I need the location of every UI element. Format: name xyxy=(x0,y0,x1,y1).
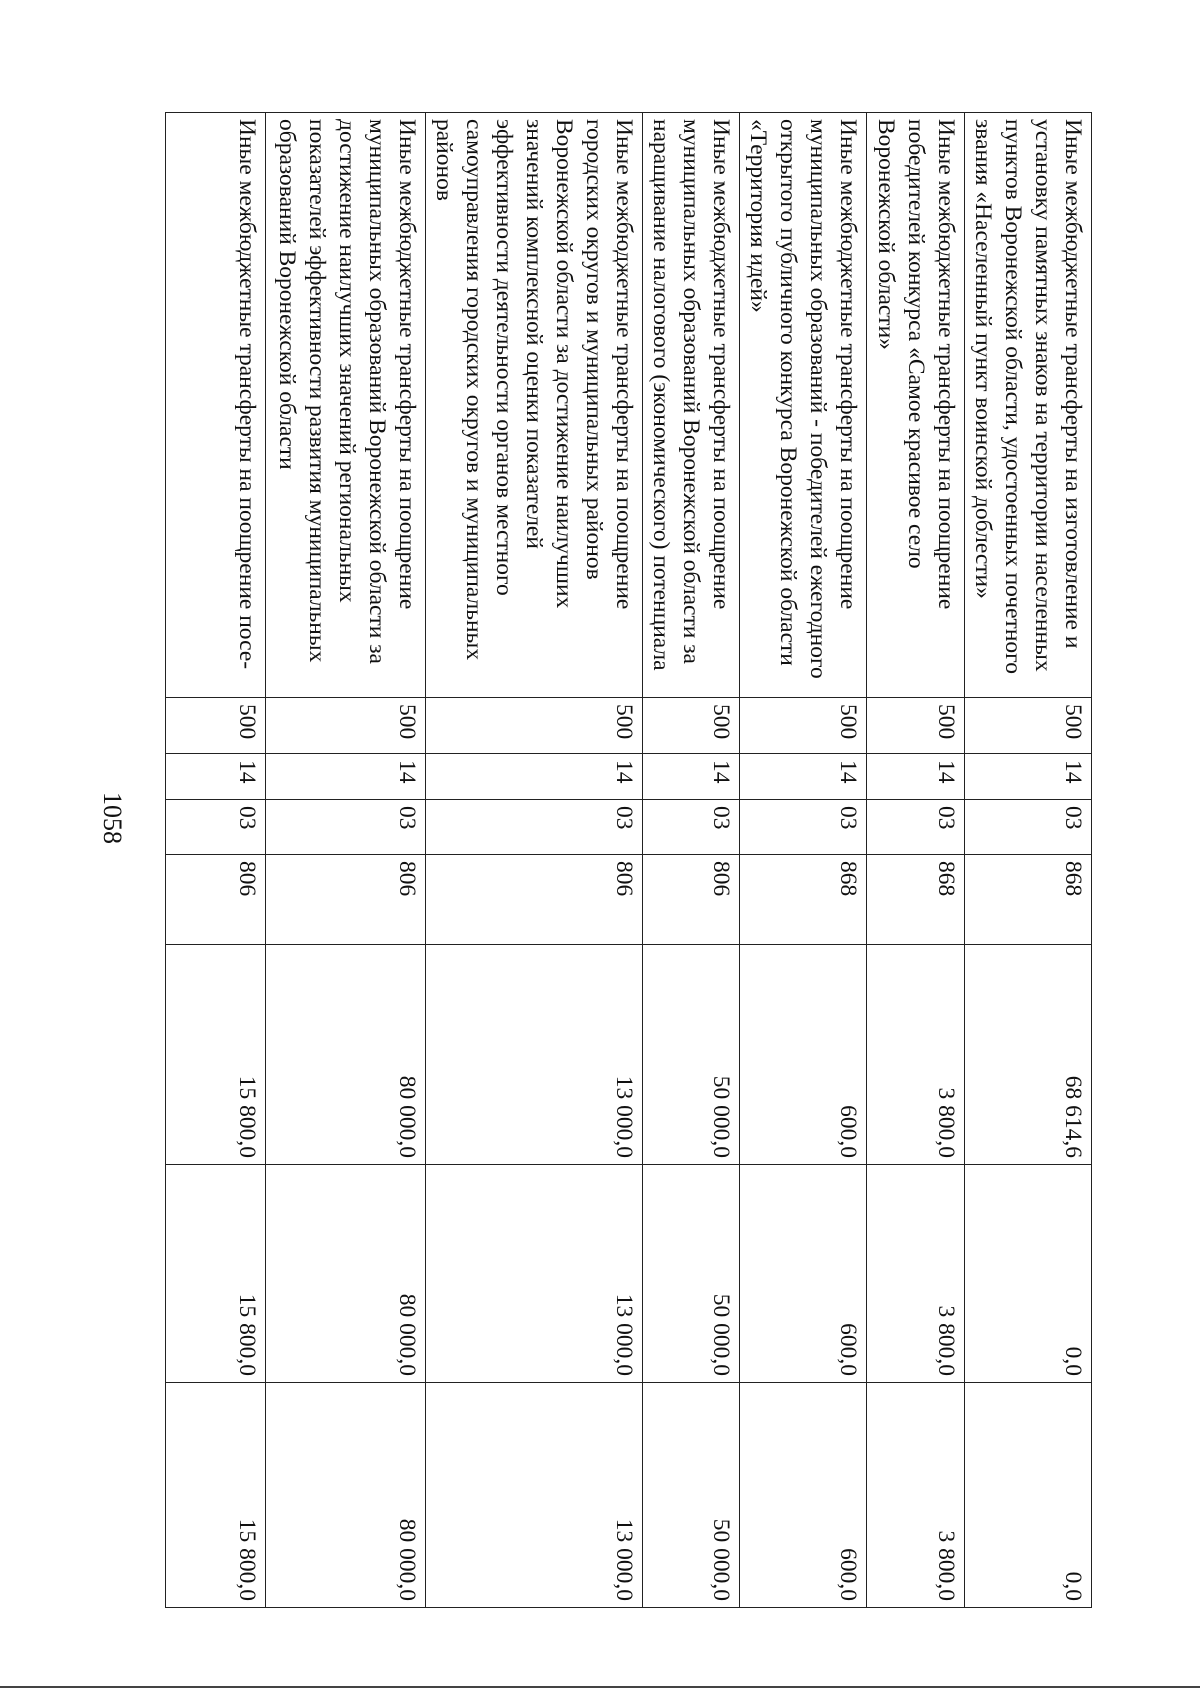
scan-bottom-edge xyxy=(0,1686,1200,1688)
expense-type-code: 806 xyxy=(166,855,266,945)
grbs-code: 500 xyxy=(965,698,1092,754)
section-code: 14 xyxy=(965,754,1092,800)
grbs-code: 500 xyxy=(740,698,867,754)
subsection-code: 03 xyxy=(266,800,426,855)
row-description: Иные межбюджетные трансферты на поощрение муниципальных образований - победителей ежегодного открытого публичного конкурса Воронежской области «Территория идей» xyxy=(740,113,867,698)
grbs-code: 500 xyxy=(643,698,740,754)
amount-year-3: 80 000,0 xyxy=(266,1383,426,1608)
grbs-code: 500 xyxy=(266,698,426,754)
row-description: Иные межбюджетные трансферты на поощрение городских округов и муниципальных районов Воронежской области за достижение наилучших значений комплексной оценки показателей эффективности деятельности органов местного самоуправления городских округов и муниципальных районов xyxy=(426,113,643,698)
row-description: Иные межбюджетные трансферты на поощрение победителей конкурса «Самое красивое село Воронежской области» xyxy=(867,113,965,698)
subsection-code: 03 xyxy=(965,800,1092,855)
section-code: 14 xyxy=(740,754,867,800)
amount-year-2: 0,0 xyxy=(965,1165,1092,1383)
expense-type-code: 868 xyxy=(965,855,1092,945)
amount-year-1: 3 800,0 xyxy=(867,945,965,1165)
section-code: 14 xyxy=(426,754,643,800)
expense-type-code: 806 xyxy=(643,855,740,945)
expense-type-code: 868 xyxy=(867,855,965,945)
amount-year-1: 600,0 xyxy=(740,945,867,1165)
table-row xyxy=(740,113,867,1608)
row-description: Иные межбюджетные трансферты на поощрение муниципальных образований Воронежской области за наращивание налогового (экономического) потенциала xyxy=(643,113,740,698)
subsection-code: 03 xyxy=(643,800,740,855)
table-row xyxy=(643,113,740,1608)
amount-year-1: 50 000,0 xyxy=(643,945,740,1165)
row-description: Иные межбюджетные трансферты на изготовление и установку памятных знаков на территории населенных пунктов Воронежской области, удостоенных почетного звания «Населенный пункт воинской доблести» xyxy=(965,113,1092,698)
amount-year-2: 3 800,0 xyxy=(867,1165,965,1383)
amount-year-2: 13 000,0 xyxy=(426,1165,643,1383)
table-row xyxy=(166,113,266,1608)
amount-year-3: 15 800,0 xyxy=(166,1383,266,1608)
amount-year-1: 15 800,0 xyxy=(166,945,266,1165)
table-row xyxy=(426,113,643,1608)
section-code: 14 xyxy=(266,754,426,800)
section-code: 14 xyxy=(166,754,266,800)
amount-year-3: 50 000,0 xyxy=(643,1383,740,1608)
expense-type-code: 868 xyxy=(740,855,867,945)
subsection-code: 03 xyxy=(166,800,266,855)
row-description: Иные межбюджетные трансферты на поощрение посе- xyxy=(166,113,266,698)
page-number-text: 1058 xyxy=(98,792,127,844)
amount-year-1: 13 000,0 xyxy=(426,945,643,1165)
amount-year-3: 13 000,0 xyxy=(426,1383,643,1608)
section-code: 14 xyxy=(643,754,740,800)
table-row xyxy=(867,113,965,1608)
subsection-code: 03 xyxy=(867,800,965,855)
section-code: 14 xyxy=(867,754,965,800)
amount-year-2: 80 000,0 xyxy=(266,1165,426,1383)
amount-year-3: 600,0 xyxy=(740,1383,867,1608)
amount-year-1: 80 000,0 xyxy=(266,945,426,1165)
subsection-code: 03 xyxy=(426,800,643,855)
amount-year-3: 3 800,0 xyxy=(867,1383,965,1608)
amount-year-2: 600,0 xyxy=(740,1165,867,1383)
expense-type-code: 806 xyxy=(266,855,426,945)
amount-year-2: 15 800,0 xyxy=(166,1165,266,1383)
amount-year-2: 50 000,0 xyxy=(643,1165,740,1383)
grbs-code: 500 xyxy=(166,698,266,754)
row-description: Иные межбюджетные трансферты на поощрение муниципальных образований Воронежской области за достижение наилучших значений региональных показателей эффективности развития муниципальных образований Воронежской области xyxy=(266,113,426,698)
table-row xyxy=(965,113,1092,1608)
grbs-code: 500 xyxy=(867,698,965,754)
amount-year-1: 68 614,6 xyxy=(965,945,1092,1165)
amount-year-3: 0,0 xyxy=(965,1383,1092,1608)
grbs-code: 500 xyxy=(426,698,643,754)
subsection-code: 03 xyxy=(740,800,867,855)
expense-type-code: 806 xyxy=(426,855,643,945)
table-row xyxy=(266,113,426,1608)
budget-table xyxy=(165,112,1092,1608)
rotated-table-container xyxy=(207,112,1092,1607)
